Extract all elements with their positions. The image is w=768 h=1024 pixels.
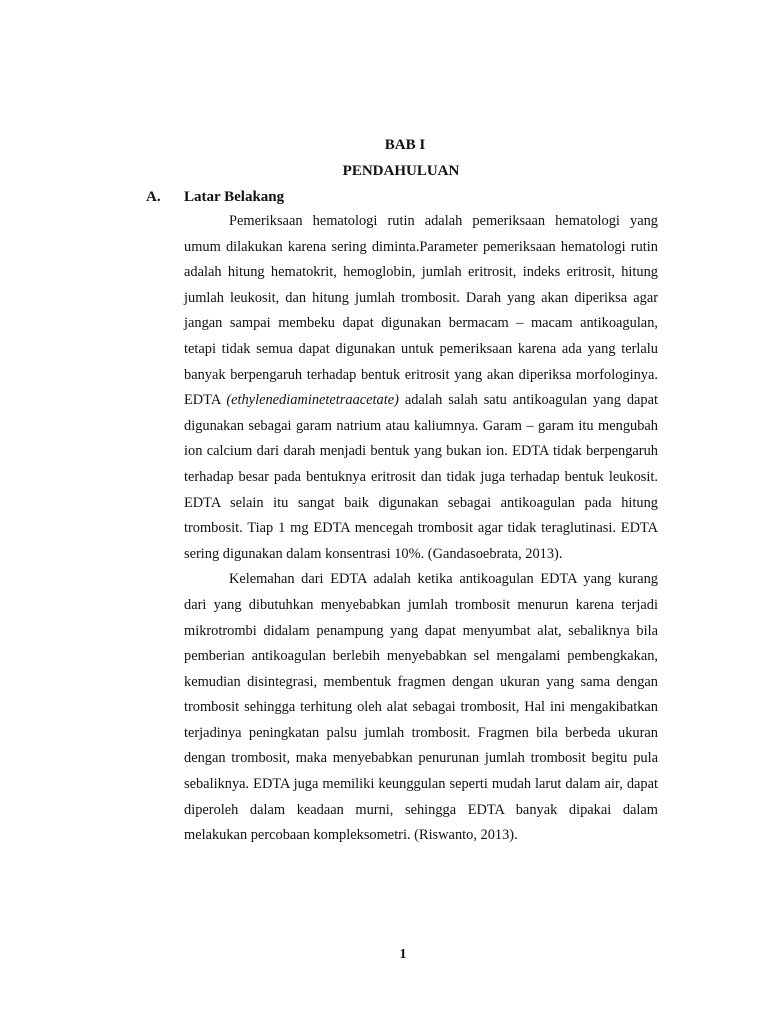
section-marker: A. xyxy=(146,189,161,205)
paragraph-1-italic-term: (ethylenediaminetetraacetate) xyxy=(226,392,399,409)
body-text xyxy=(184,209,658,849)
page-number: 1 xyxy=(399,947,407,962)
paragraph-1-text-after: adalah salah satu antikoagulan yang dapat digunakan sebagai garam natrium atau kaliumnya. Garam – garam itu mengubah ion calcium dari darah menjadi bentuk yang bukan ion. EDTA tidak berpengaruh terhadap besar pada bentuknya eritrosit dan tidak juga terhadap bentuk leukosit. EDTA selain itu sangat baik digunakan sebagai antikoagulan pada hitung trombosit. Tiap 1 mg EDTA mencegah trombosit agar tidak teraglutinasi. EDTA sering digunakan dalam konsentrasi 10%. (Gandasoebrata, 2013). xyxy=(184,392,658,562)
chapter-title: PENDAHULUAN xyxy=(342,163,460,179)
paragraph-1 xyxy=(184,209,658,567)
chapter-number: BAB I xyxy=(384,137,426,153)
section-title: Latar Belakang xyxy=(184,189,285,205)
paragraph-2: Kelemahan dari EDTA adalah ketika antikoagulan EDTA yang kurang dari yang dibutuhkan menyebabkan jumlah trombosit menurun karena terjadi mikrotrombi didalam penampung yang dapat menyumbat alat, sebaliknya bila pemberian antikoagulan berlebih menyebabkan sel mengalami pembengkakan, kemudian disintegrasi, membentuk fragmen dengan ukuran yang sama dengan trombosit sehingga terhitung oleh alat sebagai trombosit, Hal ini mengakibatkan terjadinya peningkatan palsu jumlah trombosit. Fragmen bila berbeda ukuran dengan trombosit, maka menyebabkan penurunan jumlah trombosit begitu pula sebaliknya. EDTA juga memiliki keunggulan seperti mudah larut dalam air, dapat diperoleh dalam keadaan murni, sehingga EDTA banyak dipakai dalam melakukan percobaan kompleksometri. (Riswanto, 2013). xyxy=(184,571,658,844)
paragraph-1-text-before: Pemeriksaan hematologi rutin adalah pemeriksaan hematologi yang umum dilakukan karena sering diminta.Parameter pemeriksaan hematologi rutin adalah hitung hematokrit, hemoglobin, jumlah eritrosit, indeks eritrosit, hitung jumlah leukosit, dan hitung jumlah trombosit. Darah yang akan diperiksa agar jangan sampai membeku dapat digunakan bermacam – macam antikoagulan, tetapi tidak semua dapat digunakan untuk pemeriksaan karena ada yang terlalu banyak berpengaruh terhadap bentuk eritrosit yang akan diperiksa morfologinya. EDTA xyxy=(184,213,658,409)
